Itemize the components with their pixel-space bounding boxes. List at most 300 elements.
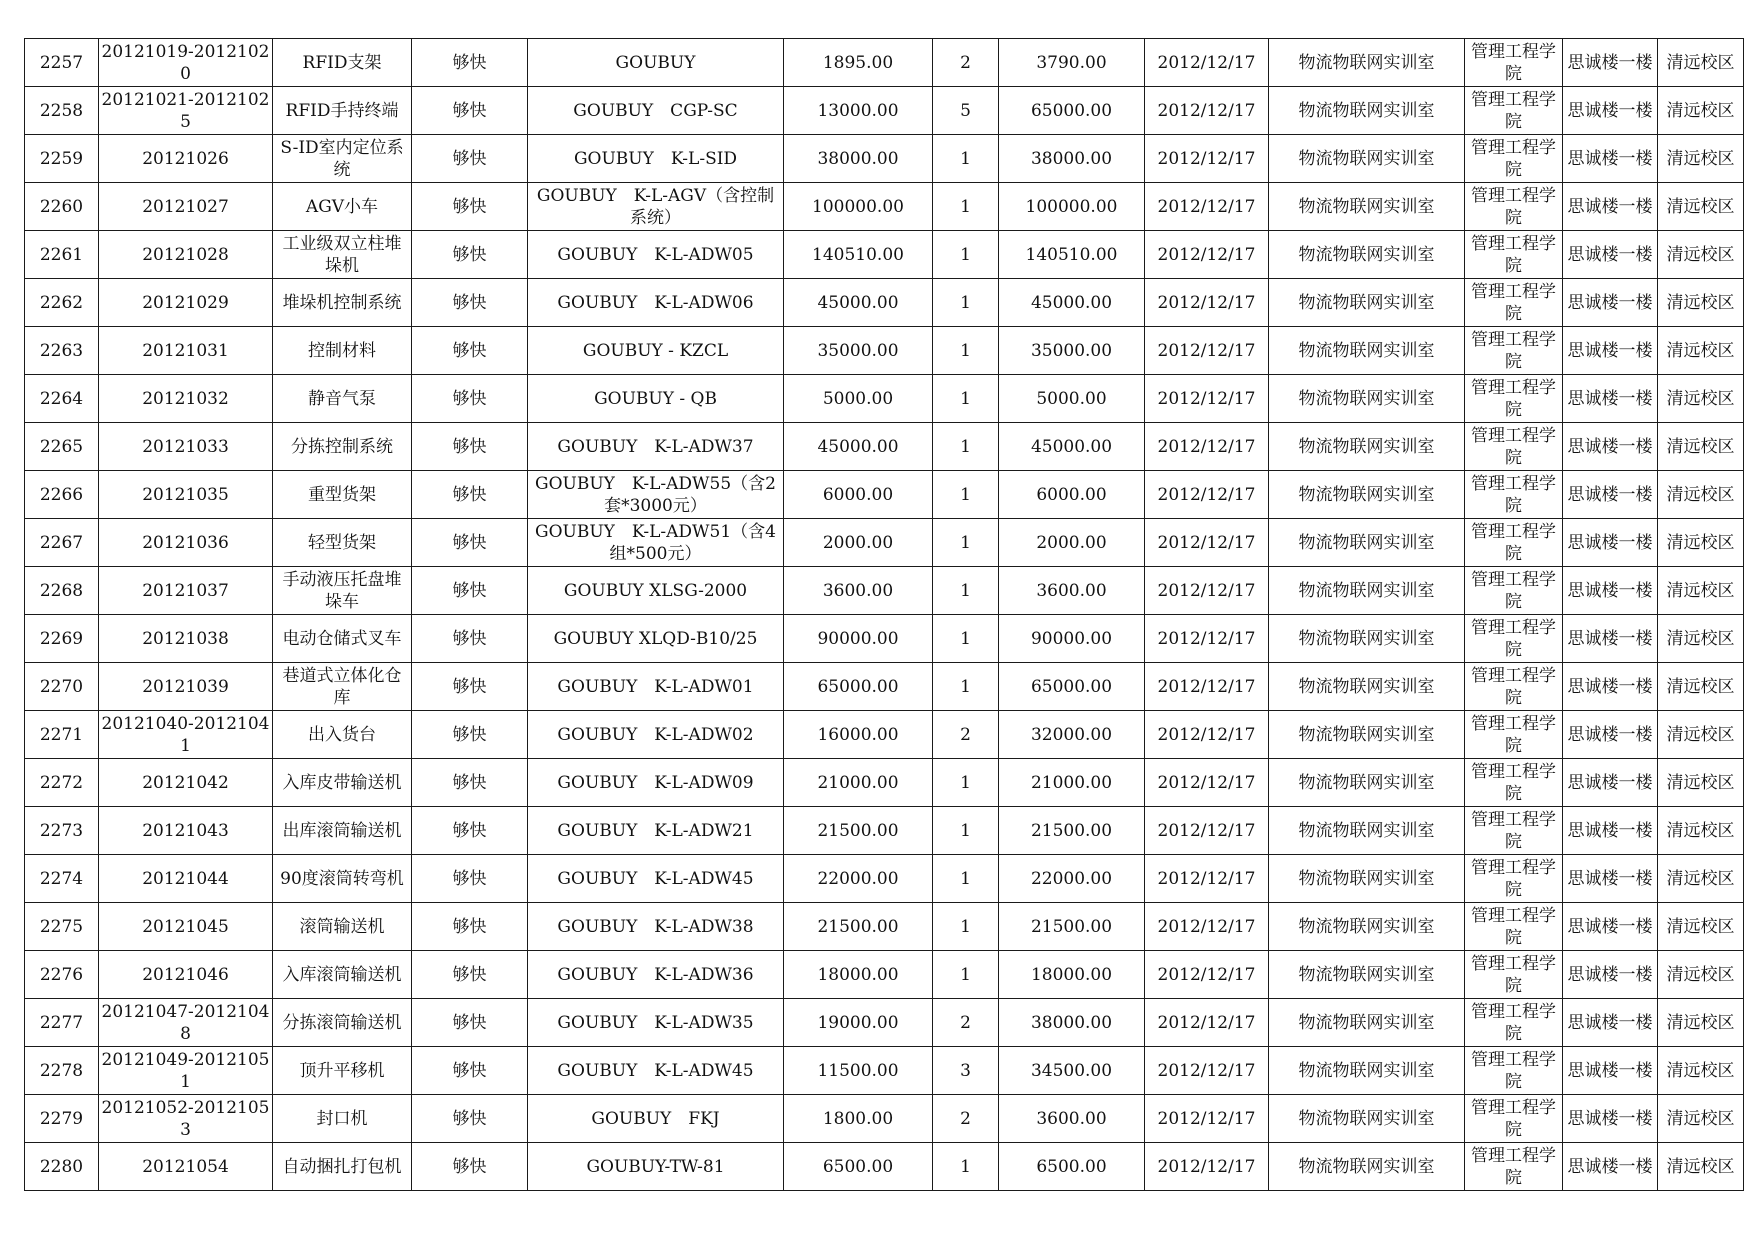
unit-price-cell: 45000.00 [784, 279, 933, 327]
table-row [25, 663, 1744, 711]
item-name-cell: 顶升平移机 [273, 1047, 412, 1095]
brand-cell: 够快 [412, 567, 528, 615]
date-cell: 2012/12/17 [1145, 135, 1269, 183]
item-name-cell: 滚筒输送机 [273, 903, 412, 951]
asset-code-cell: 20121029 [99, 279, 273, 327]
total-amount-cell: 90000.00 [999, 615, 1145, 663]
brand-cell: 够快 [412, 903, 528, 951]
model-cell: GOUBUY K-L-ADW05 [528, 231, 784, 279]
row-number-cell: 2262 [25, 279, 99, 327]
lab-room-cell: 物流物联网实训室 [1269, 471, 1465, 519]
building-cell: 思诚楼一楼 [1563, 423, 1658, 471]
date-cell: 2012/12/17 [1145, 807, 1269, 855]
total-amount-cell: 35000.00 [999, 327, 1145, 375]
model-cell: GOUBUY K-L-SID [528, 135, 784, 183]
total-amount-cell: 3600.00 [999, 1095, 1145, 1143]
lab-room-cell: 物流物联网实训室 [1269, 903, 1465, 951]
date-cell: 2012/12/17 [1145, 759, 1269, 807]
campus-cell: 清远校区 [1658, 1095, 1744, 1143]
campus-cell: 清远校区 [1658, 567, 1744, 615]
quantity-cell: 1 [933, 135, 999, 183]
building-cell: 思诚楼一楼 [1563, 1143, 1658, 1191]
row-number-cell: 2264 [25, 375, 99, 423]
table-row [25, 759, 1744, 807]
date-cell: 2012/12/17 [1145, 1095, 1269, 1143]
campus-cell: 清远校区 [1658, 663, 1744, 711]
department-cell: 管理工程学院 [1465, 1143, 1563, 1191]
date-cell: 2012/12/17 [1145, 999, 1269, 1047]
item-name-cell: 入库滚筒输送机 [273, 951, 412, 999]
table-row [25, 1095, 1744, 1143]
asset-code-cell: 20121054 [99, 1143, 273, 1191]
total-amount-cell: 65000.00 [999, 663, 1145, 711]
total-amount-cell: 45000.00 [999, 279, 1145, 327]
total-amount-cell: 21500.00 [999, 903, 1145, 951]
lab-room-cell: 物流物联网实训室 [1269, 375, 1465, 423]
building-cell: 思诚楼一楼 [1563, 711, 1658, 759]
item-name-cell: 工业级双立柱堆垛机 [273, 231, 412, 279]
item-name-cell: 分拣控制系统 [273, 423, 412, 471]
department-cell: 管理工程学院 [1465, 231, 1563, 279]
asset-code-cell: 20121046 [99, 951, 273, 999]
model-cell: GOUBUY K-L-ADW45 [528, 1047, 784, 1095]
campus-cell: 清远校区 [1658, 87, 1744, 135]
building-cell: 思诚楼一楼 [1563, 663, 1658, 711]
building-cell: 思诚楼一楼 [1563, 183, 1658, 231]
item-name-cell: 轻型货架 [273, 519, 412, 567]
department-cell: 管理工程学院 [1465, 87, 1563, 135]
date-cell: 2012/12/17 [1145, 903, 1269, 951]
model-cell: GOUBUY K-L-AGV（含控制系统） [528, 183, 784, 231]
item-name-cell: RFID手持终端 [273, 87, 412, 135]
item-name-cell: 自动捆扎打包机 [273, 1143, 412, 1191]
brand-cell: 够快 [412, 375, 528, 423]
row-number-cell: 2271 [25, 711, 99, 759]
unit-price-cell: 6500.00 [784, 1143, 933, 1191]
building-cell: 思诚楼一楼 [1563, 471, 1658, 519]
model-cell: GOUBUY K-L-ADW51（含4组*500元） [528, 519, 784, 567]
row-number-cell: 2258 [25, 87, 99, 135]
date-cell: 2012/12/17 [1145, 375, 1269, 423]
table-row [25, 231, 1744, 279]
row-number-cell: 2275 [25, 903, 99, 951]
unit-price-cell: 19000.00 [784, 999, 933, 1047]
campus-cell: 清远校区 [1658, 279, 1744, 327]
asset-code-cell: 20121028 [99, 231, 273, 279]
campus-cell: 清远校区 [1658, 375, 1744, 423]
department-cell: 管理工程学院 [1465, 279, 1563, 327]
model-cell: GOUBUY K-L-ADW55（含2套*3000元） [528, 471, 784, 519]
date-cell: 2012/12/17 [1145, 87, 1269, 135]
unit-price-cell: 2000.00 [784, 519, 933, 567]
brand-cell: 够快 [412, 1095, 528, 1143]
table-row [25, 519, 1744, 567]
quantity-cell: 1 [933, 519, 999, 567]
table-row [25, 951, 1744, 999]
building-cell: 思诚楼一楼 [1563, 519, 1658, 567]
asset-code-cell: 20121037 [99, 567, 273, 615]
unit-price-cell: 1895.00 [784, 39, 933, 87]
lab-room-cell: 物流物联网实训室 [1269, 87, 1465, 135]
building-cell: 思诚楼一楼 [1563, 567, 1658, 615]
quantity-cell: 1 [933, 375, 999, 423]
quantity-cell: 2 [933, 1095, 999, 1143]
unit-price-cell: 21500.00 [784, 807, 933, 855]
row-number-cell: 2269 [25, 615, 99, 663]
brand-cell: 够快 [412, 183, 528, 231]
department-cell: 管理工程学院 [1465, 807, 1563, 855]
lab-room-cell: 物流物联网实训室 [1269, 663, 1465, 711]
model-cell: GOUBUY XLSG-2000 [528, 567, 784, 615]
asset-code-cell: 20121049-20121051 [99, 1047, 273, 1095]
unit-price-cell: 22000.00 [784, 855, 933, 903]
quantity-cell: 1 [933, 903, 999, 951]
unit-price-cell: 45000.00 [784, 423, 933, 471]
total-amount-cell: 34500.00 [999, 1047, 1145, 1095]
lab-room-cell: 物流物联网实训室 [1269, 567, 1465, 615]
table-row [25, 855, 1744, 903]
campus-cell: 清远校区 [1658, 327, 1744, 375]
quantity-cell: 5 [933, 87, 999, 135]
brand-cell: 够快 [412, 327, 528, 375]
brand-cell: 够快 [412, 423, 528, 471]
date-cell: 2012/12/17 [1145, 519, 1269, 567]
total-amount-cell: 38000.00 [999, 999, 1145, 1047]
brand-cell: 够快 [412, 39, 528, 87]
building-cell: 思诚楼一楼 [1563, 87, 1658, 135]
unit-price-cell: 21000.00 [784, 759, 933, 807]
building-cell: 思诚楼一楼 [1563, 855, 1658, 903]
date-cell: 2012/12/17 [1145, 423, 1269, 471]
lab-room-cell: 物流物联网实训室 [1269, 951, 1465, 999]
lab-room-cell: 物流物联网实训室 [1269, 1047, 1465, 1095]
department-cell: 管理工程学院 [1465, 1047, 1563, 1095]
department-cell: 管理工程学院 [1465, 999, 1563, 1047]
lab-room-cell: 物流物联网实训室 [1269, 855, 1465, 903]
department-cell: 管理工程学院 [1465, 423, 1563, 471]
quantity-cell: 1 [933, 951, 999, 999]
model-cell: GOUBUY K-L-ADW02 [528, 711, 784, 759]
asset-table [24, 38, 1744, 1191]
date-cell: 2012/12/17 [1145, 951, 1269, 999]
building-cell: 思诚楼一楼 [1563, 951, 1658, 999]
table-row [25, 999, 1744, 1047]
campus-cell: 清远校区 [1658, 711, 1744, 759]
model-cell: GOUBUY CGP-SC [528, 87, 784, 135]
model-cell: GOUBUY XLQD-B10/25 [528, 615, 784, 663]
lab-room-cell: 物流物联网实训室 [1269, 279, 1465, 327]
quantity-cell: 1 [933, 759, 999, 807]
building-cell: 思诚楼一楼 [1563, 807, 1658, 855]
quantity-cell: 1 [933, 231, 999, 279]
table-row [25, 615, 1744, 663]
lab-room-cell: 物流物联网实训室 [1269, 1143, 1465, 1191]
row-number-cell: 2268 [25, 567, 99, 615]
table-row [25, 279, 1744, 327]
model-cell: GOUBUY K-L-ADW37 [528, 423, 784, 471]
unit-price-cell: 21500.00 [784, 903, 933, 951]
brand-cell: 够快 [412, 807, 528, 855]
building-cell: 思诚楼一楼 [1563, 135, 1658, 183]
department-cell: 管理工程学院 [1465, 663, 1563, 711]
item-name-cell: 电动仓储式叉车 [273, 615, 412, 663]
asset-code-cell: 20121047-20121048 [99, 999, 273, 1047]
unit-price-cell: 13000.00 [784, 87, 933, 135]
table-row [25, 183, 1744, 231]
date-cell: 2012/12/17 [1145, 615, 1269, 663]
date-cell: 2012/12/17 [1145, 327, 1269, 375]
row-number-cell: 2266 [25, 471, 99, 519]
table-row [25, 903, 1744, 951]
department-cell: 管理工程学院 [1465, 903, 1563, 951]
department-cell: 管理工程学院 [1465, 855, 1563, 903]
lab-room-cell: 物流物联网实训室 [1269, 519, 1465, 567]
model-cell: GOUBUY - QB [528, 375, 784, 423]
lab-room-cell: 物流物联网实训室 [1269, 39, 1465, 87]
brand-cell: 够快 [412, 519, 528, 567]
campus-cell: 清远校区 [1658, 759, 1744, 807]
row-number-cell: 2259 [25, 135, 99, 183]
table-row [25, 1047, 1744, 1095]
row-number-cell: 2257 [25, 39, 99, 87]
row-number-cell: 2267 [25, 519, 99, 567]
campus-cell: 清远校区 [1658, 1143, 1744, 1191]
table-row [25, 711, 1744, 759]
total-amount-cell: 21000.00 [999, 759, 1145, 807]
row-number-cell: 2263 [25, 327, 99, 375]
campus-cell: 清远校区 [1658, 519, 1744, 567]
asset-code-cell: 20121039 [99, 663, 273, 711]
item-name-cell: 入库皮带输送机 [273, 759, 412, 807]
date-cell: 2012/12/17 [1145, 183, 1269, 231]
asset-code-cell: 20121045 [99, 903, 273, 951]
unit-price-cell: 100000.00 [784, 183, 933, 231]
building-cell: 思诚楼一楼 [1563, 1047, 1658, 1095]
asset-code-cell: 20121033 [99, 423, 273, 471]
lab-room-cell: 物流物联网实训室 [1269, 183, 1465, 231]
item-name-cell: AGV小车 [273, 183, 412, 231]
item-name-cell: 分拣滚筒输送机 [273, 999, 412, 1047]
asset-code-cell: 20121052-20121053 [99, 1095, 273, 1143]
lab-room-cell: 物流物联网实训室 [1269, 327, 1465, 375]
total-amount-cell: 18000.00 [999, 951, 1145, 999]
row-number-cell: 2272 [25, 759, 99, 807]
total-amount-cell: 32000.00 [999, 711, 1145, 759]
asset-code-cell: 20121040-20121041 [99, 711, 273, 759]
row-number-cell: 2277 [25, 999, 99, 1047]
item-name-cell: S-ID室内定位系统 [273, 135, 412, 183]
asset-code-cell: 20121021-20121025 [99, 87, 273, 135]
unit-price-cell: 35000.00 [784, 327, 933, 375]
brand-cell: 够快 [412, 711, 528, 759]
department-cell: 管理工程学院 [1465, 759, 1563, 807]
table-row [25, 87, 1744, 135]
department-cell: 管理工程学院 [1465, 615, 1563, 663]
brand-cell: 够快 [412, 759, 528, 807]
date-cell: 2012/12/17 [1145, 471, 1269, 519]
lab-room-cell: 物流物联网实训室 [1269, 759, 1465, 807]
table-row [25, 39, 1744, 87]
row-number-cell: 2278 [25, 1047, 99, 1095]
quantity-cell: 1 [933, 183, 999, 231]
asset-code-cell: 20121035 [99, 471, 273, 519]
brand-cell: 够快 [412, 855, 528, 903]
lab-room-cell: 物流物联网实训室 [1269, 615, 1465, 663]
department-cell: 管理工程学院 [1465, 135, 1563, 183]
lab-room-cell: 物流物联网实训室 [1269, 135, 1465, 183]
table-row [25, 135, 1744, 183]
building-cell: 思诚楼一楼 [1563, 327, 1658, 375]
item-name-cell: 控制材料 [273, 327, 412, 375]
total-amount-cell: 3790.00 [999, 39, 1145, 87]
row-number-cell: 2274 [25, 855, 99, 903]
quantity-cell: 1 [933, 1143, 999, 1191]
asset-code-cell: 20121032 [99, 375, 273, 423]
date-cell: 2012/12/17 [1145, 711, 1269, 759]
quantity-cell: 1 [933, 423, 999, 471]
row-number-cell: 2270 [25, 663, 99, 711]
date-cell: 2012/12/17 [1145, 567, 1269, 615]
model-cell: GOUBUY-TW-81 [528, 1143, 784, 1191]
campus-cell: 清远校区 [1658, 855, 1744, 903]
asset-code-cell: 20121043 [99, 807, 273, 855]
department-cell: 管理工程学院 [1465, 711, 1563, 759]
campus-cell: 清远校区 [1658, 231, 1744, 279]
item-name-cell: 堆垛机控制系统 [273, 279, 412, 327]
total-amount-cell: 2000.00 [999, 519, 1145, 567]
department-cell: 管理工程学院 [1465, 375, 1563, 423]
brand-cell: 够快 [412, 87, 528, 135]
building-cell: 思诚楼一楼 [1563, 1095, 1658, 1143]
unit-price-cell: 38000.00 [784, 135, 933, 183]
department-cell: 管理工程学院 [1465, 471, 1563, 519]
model-cell: GOUBUY K-L-ADW35 [528, 999, 784, 1047]
total-amount-cell: 140510.00 [999, 231, 1145, 279]
total-amount-cell: 3600.00 [999, 567, 1145, 615]
unit-price-cell: 3600.00 [784, 567, 933, 615]
unit-price-cell: 65000.00 [784, 663, 933, 711]
quantity-cell: 1 [933, 471, 999, 519]
department-cell: 管理工程学院 [1465, 39, 1563, 87]
item-name-cell: 90度滚筒转弯机 [273, 855, 412, 903]
campus-cell: 清远校区 [1658, 807, 1744, 855]
brand-cell: 够快 [412, 999, 528, 1047]
quantity-cell: 1 [933, 855, 999, 903]
item-name-cell: RFID支架 [273, 39, 412, 87]
building-cell: 思诚楼一楼 [1563, 39, 1658, 87]
model-cell: GOUBUY K-L-ADW45 [528, 855, 784, 903]
asset-code-cell: 20121044 [99, 855, 273, 903]
asset-code-cell: 20121031 [99, 327, 273, 375]
campus-cell: 清远校区 [1658, 135, 1744, 183]
campus-cell: 清远校区 [1658, 999, 1744, 1047]
campus-cell: 清远校区 [1658, 423, 1744, 471]
date-cell: 2012/12/17 [1145, 39, 1269, 87]
model-cell: GOUBUY K-L-ADW36 [528, 951, 784, 999]
quantity-cell: 1 [933, 663, 999, 711]
item-name-cell: 手动液压托盘堆垛车 [273, 567, 412, 615]
model-cell: GOUBUY - KZCL [528, 327, 784, 375]
item-name-cell: 巷道式立体化仓库 [273, 663, 412, 711]
unit-price-cell: 18000.00 [784, 951, 933, 999]
table-row [25, 375, 1744, 423]
total-amount-cell: 38000.00 [999, 135, 1145, 183]
unit-price-cell: 90000.00 [784, 615, 933, 663]
quantity-cell: 2 [933, 39, 999, 87]
building-cell: 思诚楼一楼 [1563, 759, 1658, 807]
item-name-cell: 出入货台 [273, 711, 412, 759]
asset-table-body [25, 39, 1744, 1191]
asset-code-cell: 20121019-20121020 [99, 39, 273, 87]
table-row [25, 1143, 1744, 1191]
model-cell: GOUBUY FKJ [528, 1095, 784, 1143]
department-cell: 管理工程学院 [1465, 519, 1563, 567]
lab-room-cell: 物流物联网实训室 [1269, 423, 1465, 471]
date-cell: 2012/12/17 [1145, 279, 1269, 327]
brand-cell: 够快 [412, 663, 528, 711]
campus-cell: 清远校区 [1658, 951, 1744, 999]
department-cell: 管理工程学院 [1465, 1095, 1563, 1143]
brand-cell: 够快 [412, 1143, 528, 1191]
campus-cell: 清远校区 [1658, 903, 1744, 951]
department-cell: 管理工程学院 [1465, 951, 1563, 999]
quantity-cell: 3 [933, 1047, 999, 1095]
brand-cell: 够快 [412, 471, 528, 519]
model-cell: GOUBUY K-L-ADW21 [528, 807, 784, 855]
unit-price-cell: 5000.00 [784, 375, 933, 423]
lab-room-cell: 物流物联网实训室 [1269, 1095, 1465, 1143]
date-cell: 2012/12/17 [1145, 855, 1269, 903]
brand-cell: 够快 [412, 231, 528, 279]
row-number-cell: 2265 [25, 423, 99, 471]
quantity-cell: 1 [933, 807, 999, 855]
table-row [25, 807, 1744, 855]
model-cell: GOUBUY [528, 39, 784, 87]
model-cell: GOUBUY K-L-ADW01 [528, 663, 784, 711]
item-name-cell: 出库滚筒输送机 [273, 807, 412, 855]
table-row [25, 471, 1744, 519]
quantity-cell: 1 [933, 279, 999, 327]
unit-price-cell: 140510.00 [784, 231, 933, 279]
building-cell: 思诚楼一楼 [1563, 231, 1658, 279]
date-cell: 2012/12/17 [1145, 663, 1269, 711]
model-cell: GOUBUY K-L-ADW06 [528, 279, 784, 327]
item-name-cell: 静音气泵 [273, 375, 412, 423]
building-cell: 思诚楼一楼 [1563, 999, 1658, 1047]
unit-price-cell: 6000.00 [784, 471, 933, 519]
campus-cell: 清远校区 [1658, 615, 1744, 663]
row-number-cell: 2276 [25, 951, 99, 999]
building-cell: 思诚楼一楼 [1563, 615, 1658, 663]
lab-room-cell: 物流物联网实训室 [1269, 807, 1465, 855]
row-number-cell: 2261 [25, 231, 99, 279]
row-number-cell: 2260 [25, 183, 99, 231]
asset-code-cell: 20121026 [99, 135, 273, 183]
quantity-cell: 1 [933, 327, 999, 375]
table-row [25, 327, 1744, 375]
department-cell: 管理工程学院 [1465, 327, 1563, 375]
brand-cell: 够快 [412, 135, 528, 183]
campus-cell: 清远校区 [1658, 471, 1744, 519]
unit-price-cell: 16000.00 [784, 711, 933, 759]
campus-cell: 清远校区 [1658, 1047, 1744, 1095]
department-cell: 管理工程学院 [1465, 183, 1563, 231]
department-cell: 管理工程学院 [1465, 567, 1563, 615]
asset-code-cell: 20121036 [99, 519, 273, 567]
quantity-cell: 2 [933, 711, 999, 759]
total-amount-cell: 6000.00 [999, 471, 1145, 519]
model-cell: GOUBUY K-L-ADW09 [528, 759, 784, 807]
